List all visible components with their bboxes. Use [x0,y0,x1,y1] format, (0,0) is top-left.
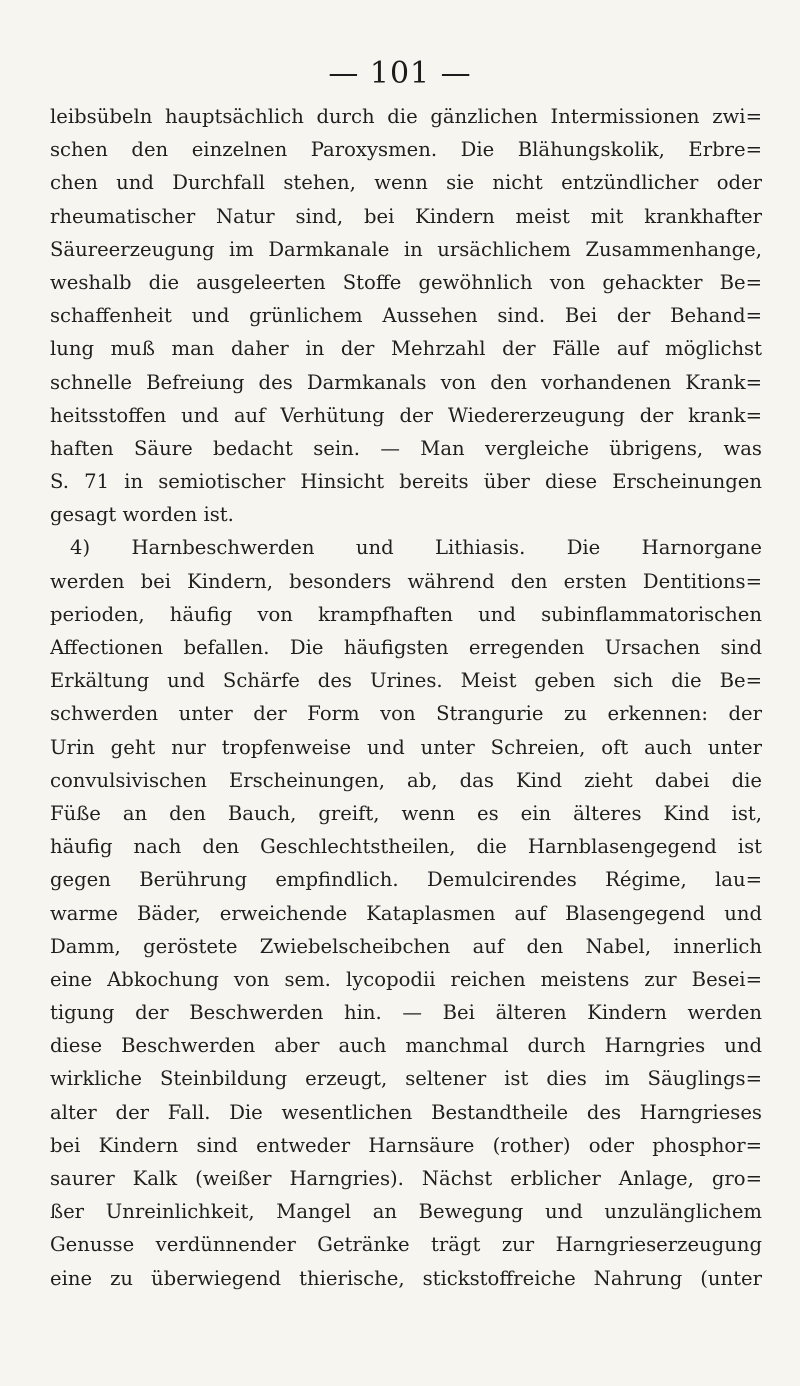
page-number: — 101 — [328,56,472,91]
text-line: convulsivischen Erscheinungen, ab, das Kind zieht dabei die [50,768,762,792]
text-line: rheumatischer Natur sind, bei Kindern meist mit krankhafter [50,204,762,228]
text-line: wirkliche Steinbildung erzeugt, seltener ist dies im Säuglings= [50,1067,762,1091]
text-line: diese Beschwerden aber auch manchmal durch Harngries und [50,1034,762,1058]
text-line: heitsstoffen und auf Verhütung der Wiedererzeugung der krank= [50,403,762,427]
text-line: schaffenheit und grünlichem Aussehen sind. Bei der Behand= [50,304,762,328]
text-line: bei Kindern sind entweder Harnsäure (rother) oder phosphor= [50,1133,762,1157]
text-line: weshalb die ausgeleerten Stoffe gewöhnlich von gehackter Be= [50,270,762,294]
text-line: ßer Unreinlichkeit, Mangel an Bewegung und unzulänglichem [50,1200,762,1224]
text-line: haften Säure bedacht sein. — Man vergleiche übrigens, was [50,436,762,460]
text-line: gegen Berührung empfindlich. Demulcirendes Régime, lau= [50,868,762,892]
text-line: leibsübeln hauptsächlich durch die gänzlichen Intermissionen zwi= [50,105,762,128]
text-line: schnelle Befreiung des Darmkanals von den vorhandenen Krank= [50,370,762,394]
text-line: lung muß man daher in der Mehrzahl der Fälle auf möglichst [50,337,762,361]
text-line: werden bei Kindern, besonders während den ersten Dentitions= [50,569,762,593]
body-text [50,100,762,1295]
text-line: schen den einzelnen Paroxysmen. Die Blähungskolik, Erbre= [50,138,762,162]
text-line: häufig nach den Geschlechtstheilen, die Harnblasengegend ist [50,835,762,859]
text-line: Säureerzeugung im Darmkanale in ursächlichem Zusammenhange, [50,237,762,261]
text-line: Genusse verdünnender Getränke trägt zur Harngrieserzeugung [50,1233,762,1257]
text-line: gesagt worden ist. [50,503,234,527]
text-line: warme Bäder, erweichende Kataplasmen auf Blasengegend und [50,901,762,925]
text-line: alter der Fall. Die wesentlichen Bestandtheile des Harngrieses [50,1100,762,1124]
text-line: S. 71 in semiotischer Hinsicht bereits über diese Erscheinungen [50,470,762,494]
text-line: Damm, geröstete Zwiebelscheibchen auf den Nabel, innerlich [50,934,762,958]
text-line: perioden, häufig von krampfhaften und subinflammatorischen [50,602,762,626]
text-line: chen und Durchfall stehen, wenn sie nicht entzündlicher oder [50,171,762,195]
text-line: tigung der Beschwerden hin. — Bei älteren Kindern werden [50,1001,762,1025]
text-line: Erkältung und Schärfe des Urines. Meist geben sich die Be= [50,669,762,693]
text-line: Füße an den Bauch, greift, wenn es ein älteres Kind ist, [50,801,762,825]
text-line: eine zu überwiegend thierische, stickstoffreiche Nahrung (unter [50,1266,762,1290]
section-heading-line: 4) Harnbeschwerden und Lithiasis. Die Harnorgane [70,536,762,560]
text-line: eine Abkochung von sem. lycopodii reichen meistens zur Besei= [50,967,762,991]
text-line: saurer Kalk (weißer Harngries). Nächst erblicher Anlage, gro= [50,1167,762,1190]
text-line: Urin geht nur tropfenweise und unter Schreien, oft auch unter [50,735,762,759]
text-line: schwerden unter der Form von Strangurie zu erkennen: der [50,702,762,726]
text-line: Affectionen befallen. Die häufigsten erregenden Ursachen sind [50,636,762,659]
